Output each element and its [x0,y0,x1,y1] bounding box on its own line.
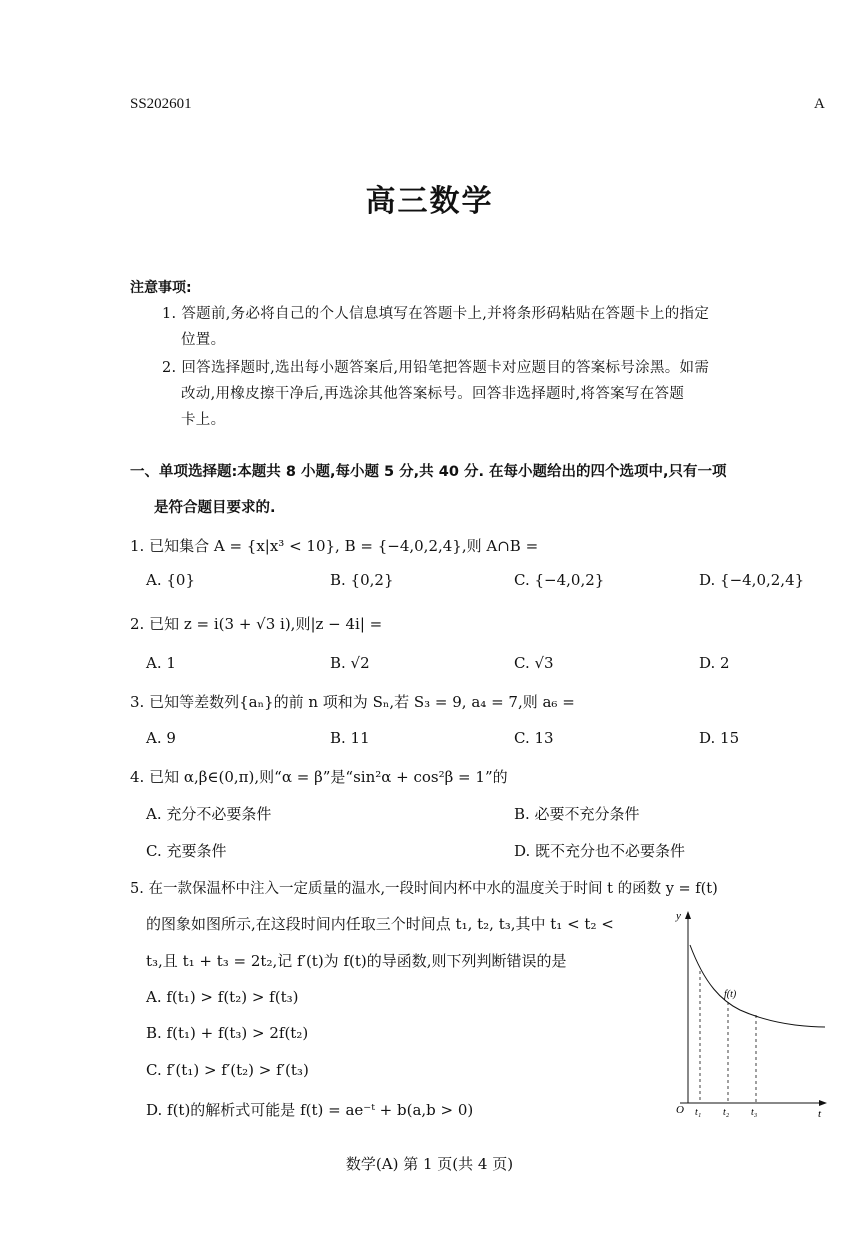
question-5-option-d: D. f(t)的解析式可能是 f(t) = ae⁻ᵗ + b(a,b > 0) [146,1101,474,1119]
question-2-option-a: A. 1 [146,654,176,672]
y-axis-arrow [685,911,691,919]
t3-label: t₃ [751,1107,758,1118]
question-5-option-b: B. f(t₁) + f(t₃) > 2f(t₂) [146,1024,309,1042]
question-3-option-a: A. 9 [146,729,176,747]
notice-heading: 注意事项: [130,280,192,296]
question-4-option-c: C. 充要条件 [146,842,227,860]
notice-line: 改动,用橡皮擦干净后,再选涂其他答案标号。回答非选择题时,将答案写在答题 [181,386,685,402]
question-2-option-c: C. √3 [514,654,554,672]
notice-line: 2. 回答选择题时,选出每小题答案后,用铅笔把答题卡对应题目的答案标号涂黑。如需 [162,360,710,376]
paper-version: A [814,96,825,112]
question-1-stem: 1. 已知集合 A = {x|x³ < 10}, B = {−4,0,2,4},则 A∩B = [130,537,539,555]
temperature-curve-figure [660,905,840,1120]
question-3-option-b: B. 11 [330,729,370,747]
x-axis-label: t [818,1108,822,1120]
question-3-option-d: D. 15 [699,729,740,747]
question-3-option-c: C. 13 [514,729,554,747]
y-axis-label: y [676,910,681,922]
notice-line: 位置。 [181,332,226,348]
paper-code: SS202601 [130,96,192,112]
question-2-option-d: D. 2 [699,654,730,672]
question-5-stem-line: 的图象如图所示,在这段时间内任取三个时间点 t₁, t₂, t₃,其中 t₁ < t₂ < [146,915,614,933]
question-4-option-d: D. 既不充分也不必要条件 [514,842,686,860]
question-5-stem-line: t₃,且 t₁ + t₃ = 2t₂,记 f′(t)为 f(t)的导函数,则下列判断错误的是 [146,952,567,970]
notice-line: 卡上。 [181,412,226,428]
question-3-stem: 3. 已知等差数列{aₙ}的前 n 项和为 Sₙ,若 S₃ = 9, a₄ = 7,则 a₆ = [130,693,575,711]
t2-label: t₂ [723,1107,730,1118]
section-heading: 一、单项选择题:本题共 8 小题,每小题 5 分,共 40 分. 在每小题给出的四个选项中,只有一项 [130,464,727,480]
t1-label: t₁ [695,1107,702,1118]
question-1-option-a: A. {0} [146,571,195,589]
question-5-option-c: C. f′(t₁) > f′(t₂) > f′(t₃) [146,1061,309,1079]
question-2-option-b: B. √2 [330,654,370,672]
section-heading-cont: 是符合题目要求的. [154,500,276,516]
notice-line: 1. 答题前,务必将自己的个人信息填写在答题卡上,并将条形码粘贴在答题卡上的指定 [162,306,710,322]
question-4-stem: 4. 已知 α,β∈(0,π),则“α = β”是“sin²α + cos²β = 1”的 [130,768,508,786]
question-1-option-b: B. {0,2} [330,571,394,589]
question-1-option-d: D. {−4,0,2,4} [699,571,805,589]
question-2-stem: 2. 已知 z = i(3 + √3 i),则|z − 4i| = [130,615,383,633]
page-footer: 数学(A) 第 1 页(共 4 页) [345,1155,514,1173]
question-5-option-a: A. f(t₁) > f(t₂) > f(t₃) [146,988,299,1006]
question-5-stem-line: 5. 在一款保温杯中注入一定质量的温水,一段时间内杯中水的温度关于时间 t 的函数 y = f(t) [130,881,718,897]
x-axis-arrow [819,1100,827,1106]
f-t-curve [690,945,825,1027]
question-4-option-b: B. 必要不充分条件 [514,805,640,823]
question-1-option-c: C. {−4,0,2} [514,571,605,589]
page-title: 高三数学 [365,184,494,219]
question-4-option-a: A. 充分不必要条件 [146,805,272,823]
origin-label: O [676,1104,684,1116]
curve-label: f(t) [724,989,737,1000]
